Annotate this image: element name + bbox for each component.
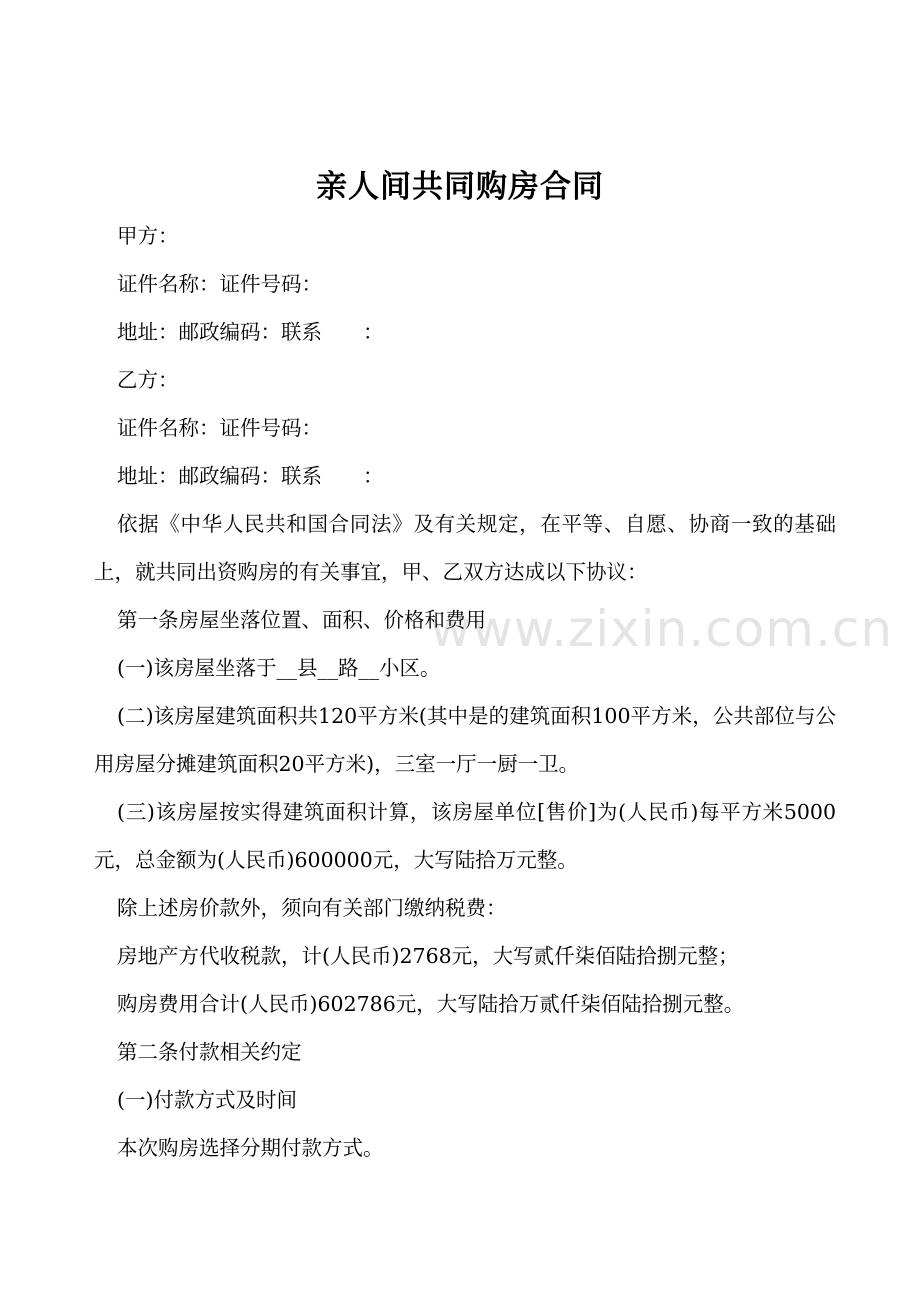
paragraph-area: (二)该房屋建筑面积共120平方米(其中是的建筑面积100平方米，公共部位与公用房屋分摊建筑面积20平方米)，三室一厅一厨一卫。	[94, 704, 836, 776]
paragraph-party-a-address: 地址：邮政编码：联系 ：	[117, 320, 384, 344]
paragraph-article-2-heading: 第二条付款相关约定	[117, 1040, 302, 1064]
paragraph-party-a-id: 证件名称：证件号码：	[117, 272, 322, 296]
paragraph-tax-amount: 房地产方代收税款，计(人民币)2768元，大写贰仟柒佰陆拾捌元整；	[117, 944, 739, 968]
paragraph-preamble: 依据《中华人民共和国合同法》及有关规定，在平等、自愿、协商一致的基础上，就共同出资购房的有关事宜，甲、乙双方达成以下协议：	[94, 512, 836, 584]
paragraph-party-b-id: 证件名称：证件号码：	[117, 416, 322, 440]
paragraph-installment: 本次购房选择分期付款方式。	[117, 1136, 384, 1160]
paragraph-total-cost: 购房费用合计(人民币)602786元，大写陆拾万贰仟柒佰陆拾捌元整。	[117, 992, 745, 1016]
paragraph-taxes-intro: 除上述房价款外，须向有关部门缴纳税费：	[117, 896, 507, 920]
document-body	[94, 212, 836, 1172]
paragraph-party-b-address: 地址：邮政编码：联系 ：	[117, 464, 384, 488]
paragraph-article-1-heading: 第一条房屋坐落位置、面积、价格和费用	[117, 608, 486, 632]
paragraph-payment-method-heading: (一)付款方式及时间	[117, 1088, 297, 1112]
paragraph-party-b: 乙方：	[117, 368, 179, 392]
watermark: www.zixin.com.cn	[430, 600, 894, 658]
paragraph-party-a: 甲方：	[117, 224, 179, 248]
paragraph-location: (一)该房屋坐落于__县__路__小区。	[117, 656, 441, 680]
paragraph-price: (三)该房屋按实得建筑面积计算，该房屋单位[售价]为(人民币)每平方米5000元，总金额为(人民币)600000元，大写陆拾万元整。	[94, 800, 836, 872]
document-title: 亲人间共同购房合同	[316, 169, 604, 205]
